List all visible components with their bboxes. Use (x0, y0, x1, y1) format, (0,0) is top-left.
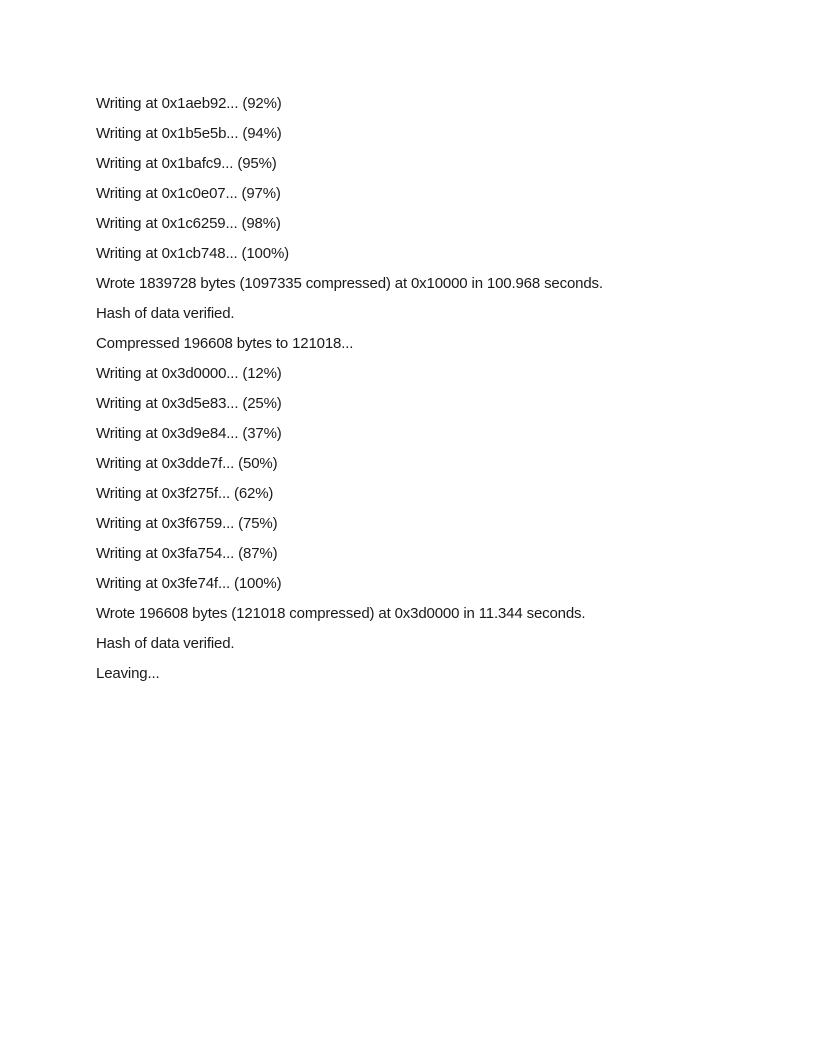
console-output-line: Writing at 0x1cb748... (100%) (96, 245, 289, 262)
console-output-line: Writing at 0x1bafc9... (95%) (96, 155, 277, 172)
console-output-line: Writing at 0x3fe74f... (100%) (96, 575, 282, 592)
console-output-line: Writing at 0x1c6259... (98%) (96, 215, 281, 232)
console-output-line: Leaving... (96, 665, 160, 682)
console-output-line: Writing at 0x3f275f... (62%) (96, 485, 274, 502)
console-output-line: Hash of data verified. (96, 635, 235, 652)
console-output-line: Compressed 196608 bytes to 121018... (96, 335, 354, 352)
console-output-line: Writing at 0x3d5e83... (25%) (96, 395, 282, 412)
console-output-line: Writing at 0x3d9e84... (37%) (96, 425, 282, 442)
console-output-line: Writing at 0x3d0000... (12%) (96, 365, 282, 382)
console-output-line: Writing at 0x3f6759... (75%) (96, 515, 278, 532)
console-output-line: Wrote 196608 bytes (121018 compressed) at 0x3d0000 in 11.344 seconds. (96, 605, 586, 622)
console-output-line: Writing at 0x3fa754... (87%) (96, 545, 278, 562)
console-output-line: Writing at 0x1c0e07... (97%) (96, 185, 281, 202)
console-output-line: Hash of data verified. (96, 305, 235, 322)
console-output-line: Writing at 0x1aeb92... (92%) (96, 95, 282, 112)
console-output-line: Writing at 0x1b5e5b... (94%) (96, 125, 282, 142)
console-output-line: Writing at 0x3dde7f... (50%) (96, 455, 278, 472)
console-output-block (96, 89, 720, 689)
console-output-line: Wrote 1839728 bytes (1097335 compressed) at 0x10000 in 100.968 seconds. (96, 275, 603, 292)
